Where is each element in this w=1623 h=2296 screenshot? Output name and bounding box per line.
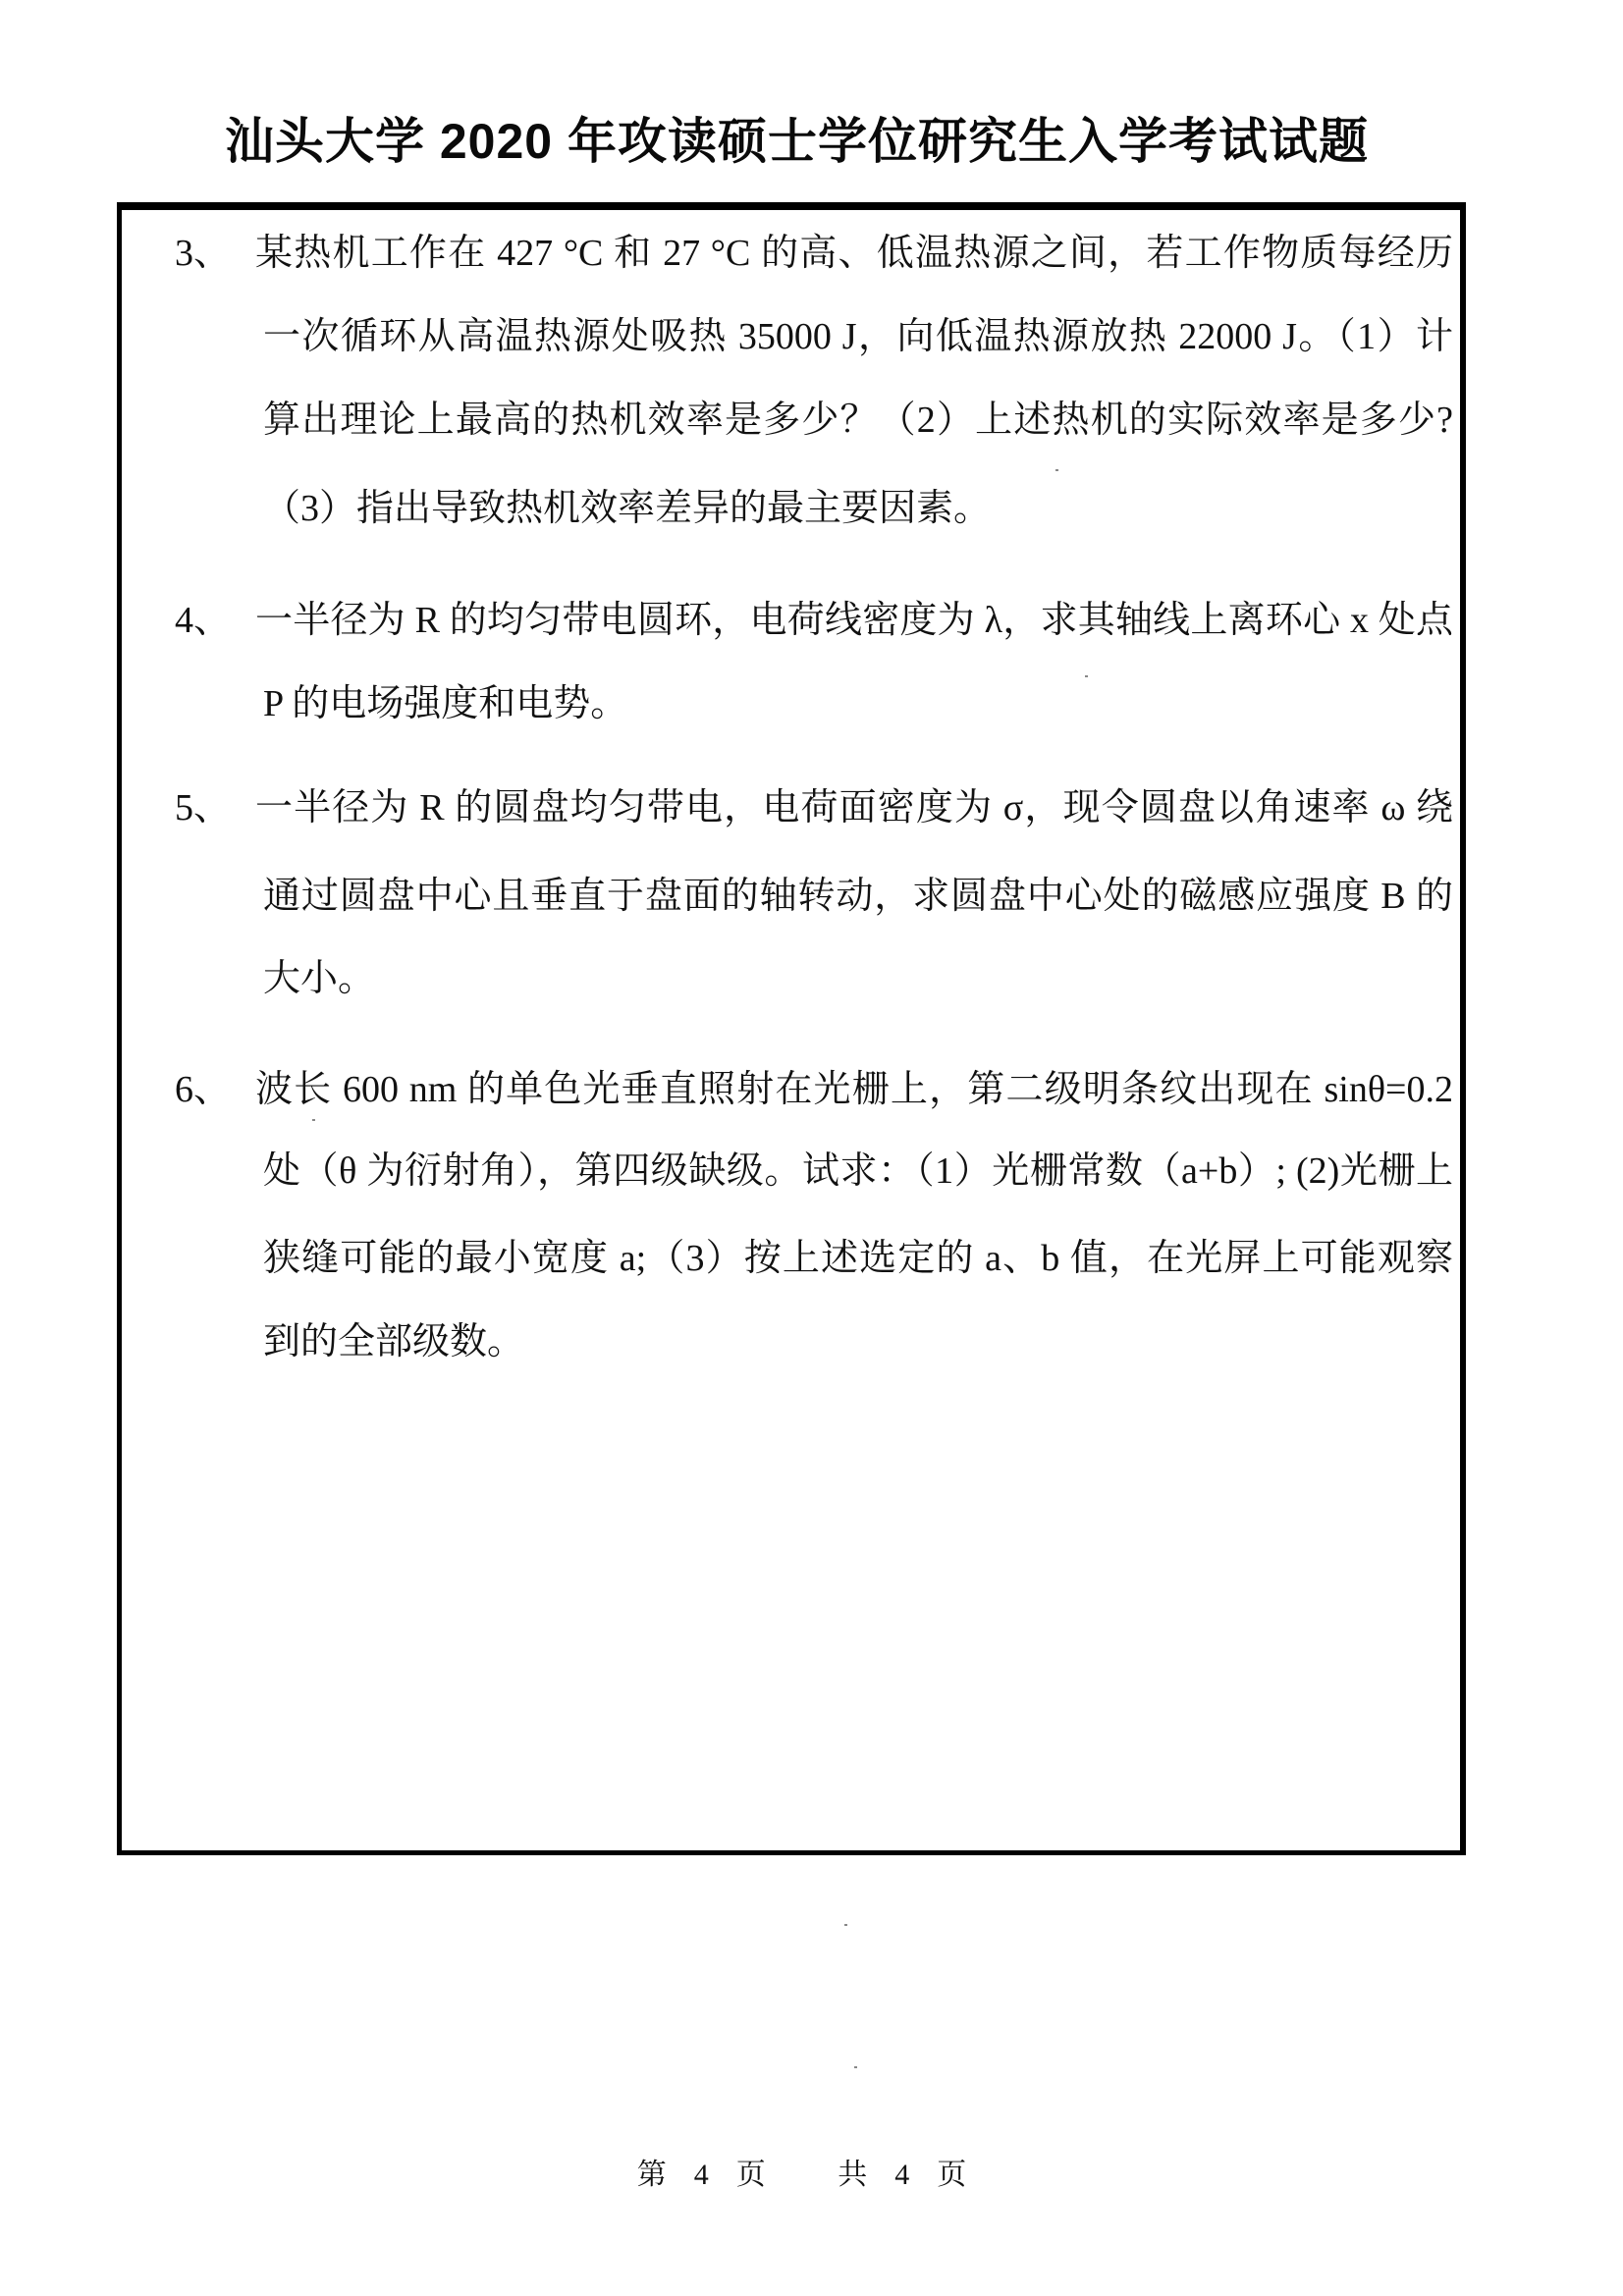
scan-speck (1085, 675, 1088, 677)
question-4-line-2: P 的电场强度和电势。 (263, 683, 628, 724)
question-6-line-4: 到的全部级数。 (263, 1321, 525, 1362)
total-label-prefix: 共 (838, 2159, 868, 2191)
question-6-line-2: 处（θ 为衍射角），第四级缺级。试求：（1）光栅常数（a+b）; (2)光栅上 (263, 1150, 1453, 1192)
question-6-line-1: 波长 600 nm 的单色光垂直照射在光栅上，第二级明条纹出现在 sinθ=0.2 (255, 1069, 1453, 1110)
question-3-number: 3、 (175, 233, 232, 274)
page-label-unit: 页 (735, 2159, 766, 2191)
question-3-line-2: 一次循环从高温热源处吸热 35000 J，向低温热源放热 22000 J。（1）计 (263, 316, 1453, 357)
question-3-line-4: （3）指出导致热机效率差异的最主要因素。 (263, 488, 992, 529)
question-4-number: 4、 (175, 600, 232, 641)
page-current: 4 (693, 2159, 709, 2191)
question-box (117, 202, 1466, 1855)
scan-speck (844, 1924, 847, 1926)
question-5-line-1: 一半径为 R 的圆盘均匀带电，电荷面密度为 σ，现令圆盘以角速率 ω 绕 (255, 787, 1453, 828)
page-title: 汕头大学 2020 年攻读硕士学位研究生入学考试试题 (224, 114, 1369, 169)
page-label-prefix: 第 (636, 2159, 667, 2191)
question-3-line-3: 算出理论上最高的热机效率是多少？（2）上述热机的实际效率是多少? (263, 400, 1453, 441)
total-label-unit: 页 (937, 2159, 967, 2191)
question-3-line-1: 某热机工作在 427 °C 和 27 °C 的高、低温热源之间，若工作物质每经历 (255, 233, 1453, 274)
question-4-line-1: 一半径为 R 的均匀带电圆环，电荷线密度为 λ，求其轴线上离环心 x 处点 (255, 600, 1453, 641)
question-6-number: 6、 (175, 1069, 232, 1110)
scan-speck (854, 2066, 857, 2068)
scan-speck (1055, 469, 1058, 471)
scan-speck (312, 1119, 315, 1121)
question-6-line-3: 狭缝可能的最小宽度 a;（3）按上述选定的 a、b 值，在光屏上可能观察 (263, 1238, 1453, 1279)
question-5-number: 5、 (175, 787, 232, 828)
question-5-line-2: 通过圆盘中心且垂直于盘面的轴转动，求圆盘中心处的磁感应强度 B 的 (263, 876, 1453, 917)
page-footer (0, 2156, 1623, 2195)
page-total: 4 (894, 2159, 910, 2191)
question-5-line-3: 大小。 (263, 958, 376, 999)
